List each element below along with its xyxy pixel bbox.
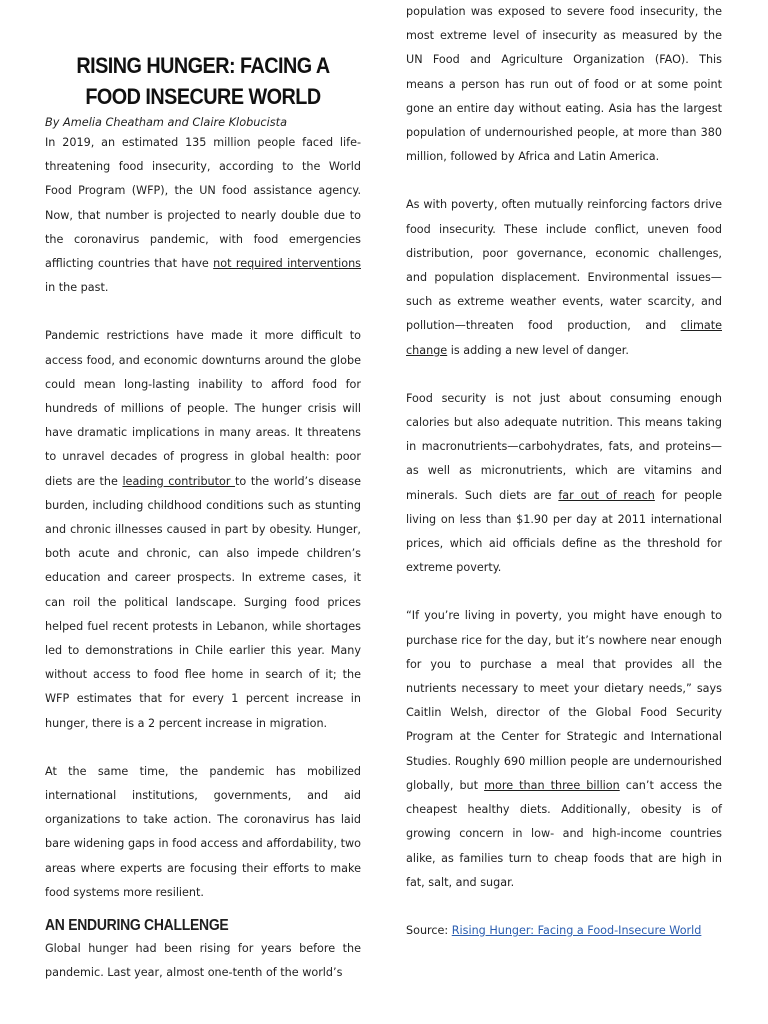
link-climate-change[interactable]: climate change — [406, 319, 722, 357]
paragraph-text: can’t access the cheapest healthy diets. Additionally, obesity is of growing concern in low- and high-income countries alike, as families turn to cheap foods that are high in fat, salt, and sugar. — [406, 778, 722, 889]
section-heading: AN ENDURING CHALLENGE — [45, 917, 229, 935]
paragraph-text: Food security is not just about consuming enough calories but also adequate nutrition. This means taking in macronutrients—carbohydrates, fats, and proteins—as well as micronutrients, which are vitamins and minerals. Such diets are — [406, 391, 722, 502]
source-link[interactable]: Rising Hunger: Facing a Food-Insecure World — [451, 923, 702, 937]
link-far-out-of-reach[interactable]: far out of reach — [558, 488, 655, 502]
link-leading-contributor[interactable]: leading contributor — [122, 474, 236, 488]
paragraph-text: in the past. — [45, 281, 109, 295]
source-label: Source: — [406, 923, 452, 937]
quote-paragraph — [406, 604, 722, 894]
paragraph — [406, 193, 722, 362]
paragraph-text: In 2019, an estimated 135 million people faced life-threatening food insecurity, according to the World Food Program (WFP), the UN food assistance agency. Now, that number is projected to nearly double due to the coronavirus pandemic, with food emergencies afflicting countries that have — [45, 136, 361, 271]
paragraph: population was exposed to severe food insecurity, the most extreme level of insecurity as measured by the UN Food and Agriculture Organization (FAO). This means a person has run out of food or at some point gone an entire day without eating. Asia has the largest population of undernourished people, at more than 380 million, followed by Africa and Latin America. — [406, 5, 722, 164]
left-column — [45, 0, 361, 986]
link-not-required-interventions[interactable]: not required interventions — [213, 257, 361, 271]
paragraph-text: to the world’s disease burden, including childhood conditions such as stunting and chronic illnesses caused in part by obesity. Hunger, both acute and chronic, can also impede children’s education and career prospects. In extreme cases, it can roil the political landscape. Surging food prices helped fuel recent protests in Lebanon, while shortages led to demonstrations in Chile earlier this year. Many without access to food flee home in search of it; the WFP estimates that for every 1 percent increase in hunger, there is a 2 percent increase in migration. — [45, 474, 361, 730]
link-more-than-three-billion[interactable]: more than three billion — [484, 778, 620, 792]
article-title: RISING HUNGER: FACING A FOOD INSECURE WORLD — [76, 53, 330, 109]
source-line — [406, 919, 722, 943]
paragraph-text: Pandemic restrictions have made it more difficult to access food, and economic downturns around the globe could mean long-lasting inability to afford food for hundreds of millions of people. The hunger crisis will have dramatic implications in many areas. It threatens to unravel decades of progress in global health: poor diets are the — [45, 329, 361, 488]
paragraph: At the same time, the pandemic has mobilized international institutions, governments, and aid organizations to take action. The coronavirus has laid bare widening gaps in food access and affordability, two areas where experts are focusing their efforts to make food systems more resilient. — [45, 764, 361, 899]
paragraph-text: “If you’re living in poverty, you might have enough to purchase rice for the day, but it’s nowhere near enough for you to purchase a meal that provides all the nutrients necessary to meet your dietary needs,” says Caitlin Welsh, director of the Global Food Security Program at the Center for Strategic and International Studies. Roughly 690 million people are undernourished globally, but — [406, 609, 722, 792]
paragraph — [45, 131, 361, 300]
right-column — [406, 0, 722, 943]
paragraph — [406, 387, 722, 581]
paragraph — [45, 324, 361, 735]
paragraph-text: As with poverty, often mutually reinforcing factors drive food insecurity. These include conflict, uneven food distribution, poor governance, economic challenges, and population displacement. Environmental issues—such as extreme weather events, water scarcity, and pollution—threaten food production, and — [406, 198, 722, 333]
byline: By Amelia Cheatham and Claire Klobucista — [45, 116, 288, 129]
paragraph-text: is adding a new level of danger. — [447, 343, 629, 357]
paragraph: Global hunger had been rising for years before the pandemic. Last year, almost one-tenth of the world’s — [45, 942, 361, 980]
paragraph-text: for people living on less than $1.90 per day at 2011 international prices, which aid officials define as the threshold for extreme poverty. — [406, 488, 722, 575]
